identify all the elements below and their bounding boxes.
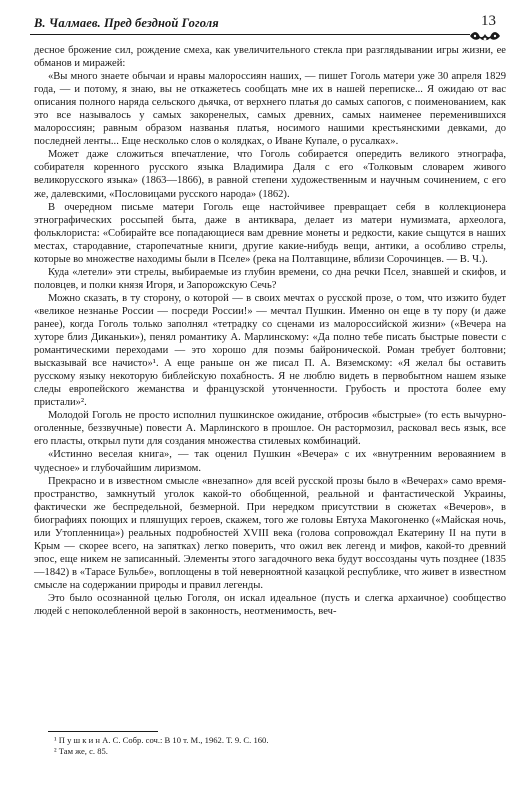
paragraph: В очередном письме матери Гоголь еще настойчивее превращает себя в коллекционера этнографических россыпей быта, даже в антиквара, делает из матери нумизмата, археолога, фольклориста: «Собирайте все попадающиеся вам древние монеты и редкости, какие сыщутся в наших местах, стародавние, старопечатные книги, другие какие-нибудь вещи, антики, а особливо стрелы, которые во множестве находимы были в Пселе» (река на Полтавщине, вблизи Сорочинцев. — В. Ч.).: [34, 201, 506, 265]
running-head: В. Чалмаев. Пред бездной Гоголя: [34, 16, 219, 30]
paragraph: десное брожение сил, рождение смеха, как увеличительного стекла при разглядывании игры жизни, ее обманов и миражей:: [34, 45, 506, 70]
paragraph: Прекрасно и в известном смысле «внезапно» для всей русской прозы было в «Вечерах» само время-пространство, замкнутый уголок какой-то обобщенной, реальной и фантастической Украины, фактически же беспредельной, безмерной. При нередком присутствии в сюжетах «Вечеров», в биографиях поющих и пляшущих героев, скажем, того же головы Евтуха Макогоненко («Майская ночь, или Утопленница») реальных подробностей XVIII века (голова сопровождал Екатерину II на пути в Крым — скорее всего, на запятках) легко поверить, что ожил век легенд и мифов, какой-то древний эпос, еще никем не записанный. Элементы этого загадочного века будут воссозданы чуть позднее (1835—1842) в «Тарасе Бульбе», воплощены в той неверноятной казацкой республике, что живет в известном смысле на содержании природы и правил легенды.: [34, 475, 506, 591]
header-rule: [30, 34, 470, 35]
paragraph: «Вы много знаете обычаи и нравы малороссиян наших, — пишет Гоголь матери уже 30 апреля 1829 года, — и потому, я знаю, вы не откажетесь сообщать мне их в нашей переписке... Я ожидаю от вас описания полного наряда сельского дьячка, от верхнего платья до самых сапогов, с поименованием, как это все называлось у самых закоренелых, самых древних, самых наименее переменившихся малороссиян; равным образом названья платья, носимого нашими крестьянскими девками, до последней ленты... Еще несколько слов о колядках, о Иване Купале, о русалках».: [34, 71, 506, 148]
paragraph: Может даже сложиться впечатление, что Гоголь собирается опередить великого этнографа, собирателя коренного русского языка Владимира Даля с его «Толковым словарем живого великорусского языка» (1863—1866), в равной степени художественным и научным сочинением, с его же, далевскими, «Пословицами русского народа» (1862).: [34, 149, 506, 200]
footnote: ¹ П у ш к и н А. С. Собр. соч.: В 10 т. М., 1962. Т. 9. С. 160.: [54, 735, 269, 745]
paragraph: Молодой Гоголь не просто исполнил пушкинское ожидание, отбросив «быстрые» (то есть вычурно-оголенные, беззвучные) повести А. Марлинского в прошлое. Он растормозил, расковал весь язык, все его пласты, открыл пути для создания множества стилевых комбинаций.: [34, 410, 506, 448]
footnote: ² Там же, с. 85.: [54, 745, 108, 756]
footnotes: [34, 731, 506, 756]
page-number: 13: [481, 13, 496, 29]
paragraph: Куда «летели» эти стрелы, выбираемые из глубин времени, со дна речки Псел, знавшей и скифов, и половцев, и полки князя Игоря, и Запорожскую Сечь?: [34, 266, 506, 291]
body-text: [34, 44, 506, 618]
ornament-icon: [468, 30, 502, 42]
paragraph: «Истинно веселая книга», — так оценил Пушкин «Вечера» с их «внутренним вероваянием в чудесное» и глубочайшим лиризмом.: [34, 449, 506, 474]
paragraph: Можно сказать, в ту сторону, о которой — в своих мечтах о русской прозе, о том, что изжито будет «великое незнанье России — посреди России!» — мечтал Пушкин. Именно он еще в ту пору (и даже ранее), когда Гоголь только заполнял «тетрадку со сценами из малороссийской жизни» («Вечера на хуторе близ Диканьки»), пенял романтику А. Марлинскому: «Да полно тебе писать быстрые повести с романтическими переходами — это хорошо для поэмы байронической. Роман требует болтовни; высказывай все начисто»¹. А еще раньше он же писал П. А. Вяземскому: «Я желал бы оставить русскому языку некоторую библейскую похабность. Я не люблю видеть в первобытном нашем языке следы европейского жеманства и французской утонченности. Грубость и простота более ему пристали»².: [34, 292, 506, 409]
page-header: [30, 10, 506, 36]
paragraph: Это было осознанной целью Гоголя, он искал идеальное (пусть и слегка архаичное) сообщество людей с непоколебленной верой в законность, неотменимость, веч-: [34, 592, 506, 618]
footnote-rule: [48, 731, 158, 732]
